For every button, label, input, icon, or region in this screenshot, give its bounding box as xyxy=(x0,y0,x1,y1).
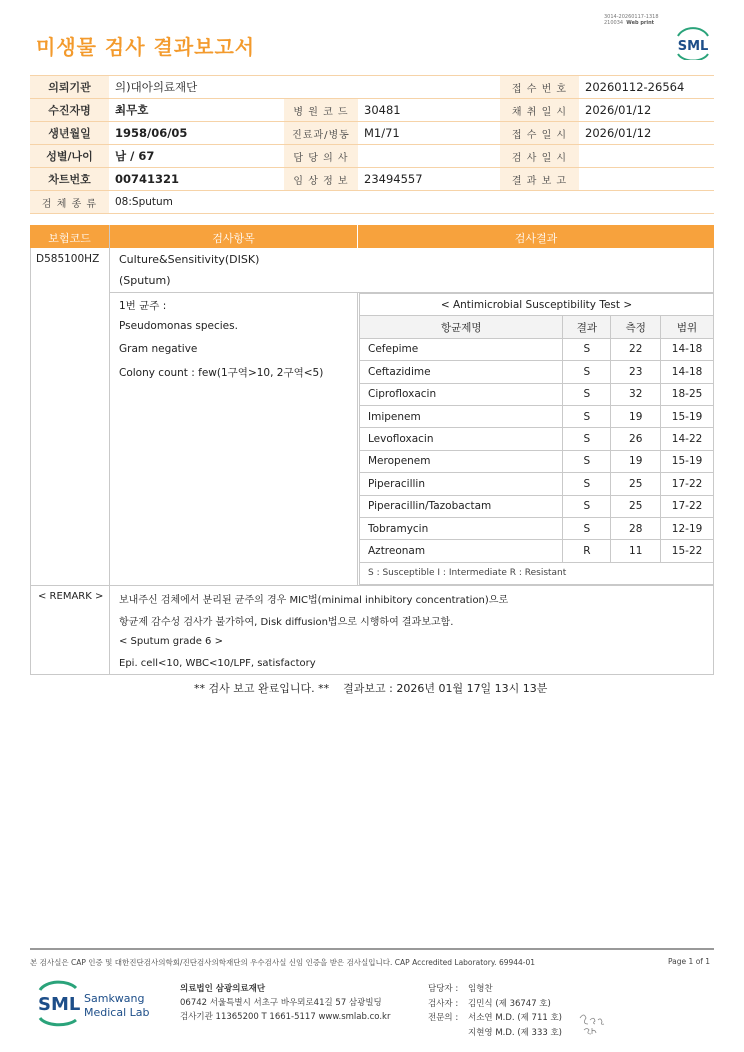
ast-drug: Piperacillin/Tazobactam xyxy=(360,495,563,517)
ast-drug: Piperacillin xyxy=(360,473,563,495)
info-label: 성별/나이 xyxy=(30,145,109,168)
remark-line3: < Sputum grade 6 > xyxy=(119,636,223,647)
ast-header-drug: 항균제명 xyxy=(360,316,563,338)
ast-range: 15-19 xyxy=(661,405,714,427)
test-specimen: (Sputum) xyxy=(119,274,171,287)
info-label: 병 원 코 드 xyxy=(284,99,358,122)
info-label: 접 수 번 호 xyxy=(500,76,579,99)
info-row xyxy=(30,168,714,191)
info-value: 남 / 67 xyxy=(109,145,284,168)
staff-name: 임형찬 xyxy=(468,984,493,994)
ast-result: S xyxy=(563,495,611,517)
logo-medical-lab: Medical Lab xyxy=(84,1006,150,1019)
org-block xyxy=(180,982,390,1024)
staff-role: 담당자 : xyxy=(428,984,459,994)
ast-range: 17-22 xyxy=(661,495,714,517)
info-label: 생년월일 xyxy=(30,122,109,145)
header-col2: 검사항목 xyxy=(212,232,255,245)
insurance-code: D585100HZ xyxy=(36,253,100,265)
ast-measure: 19 xyxy=(611,450,661,472)
organism-name: Pseudomonas species. xyxy=(119,320,238,332)
info-label: 결 과 보 고 xyxy=(500,168,579,191)
ast-result: S xyxy=(563,473,611,495)
ast-row xyxy=(360,405,714,427)
header-col1: 보험코드 xyxy=(48,232,91,245)
ast-measure: 28 xyxy=(611,517,661,539)
ast-drug: Ceftazidime xyxy=(360,361,563,383)
ast-measure: 32 xyxy=(611,383,661,405)
print-code xyxy=(604,14,659,26)
info-value: 23494557 xyxy=(358,168,500,191)
staff-name: 김민식 (제 36747 호) xyxy=(468,998,551,1009)
ast-result: S xyxy=(563,517,611,539)
org-contact: 검사기관 11365200 T 1661-5117 www.smlab.co.kr xyxy=(180,1012,391,1022)
info-value xyxy=(579,168,714,191)
info-label: 담 당 의 사 xyxy=(284,145,358,168)
report-complete xyxy=(194,680,547,696)
ast-range: 15-22 xyxy=(661,540,714,562)
info-label: 접 수 일 시 xyxy=(500,122,579,145)
ast-row xyxy=(360,428,714,450)
info-row xyxy=(30,191,714,214)
ast-header-measure: 측정 xyxy=(611,316,661,338)
staff-role: 검사자 : xyxy=(428,998,459,1009)
ast-drug: Meropenem xyxy=(360,450,563,472)
ast-range: 14-18 xyxy=(661,361,714,383)
ast-result: S xyxy=(563,361,611,383)
ast-measure: 23 xyxy=(611,361,661,383)
ast-title: < Antimicrobial Susceptibility Test > xyxy=(360,294,714,316)
ast-row xyxy=(360,517,714,539)
info-value: 최무호 xyxy=(109,99,284,122)
info-value: 2026/01/12 xyxy=(579,99,714,122)
print-code-line1: 3014-20260117-1318 xyxy=(604,14,659,20)
org-address: 06742 서울특별시 서초구 바우뫼로41길 57 삼광빌딩 xyxy=(180,998,382,1008)
sml-logo-text: SML xyxy=(677,39,709,54)
info-label: 의뢰기관 xyxy=(30,76,109,99)
ast-range: 18-25 xyxy=(661,383,714,405)
col-divider xyxy=(357,292,358,585)
ast-drug: Levofloxacin xyxy=(360,428,563,450)
info-row xyxy=(30,76,714,99)
print-label: Web print xyxy=(626,20,655,26)
ast-row xyxy=(360,495,714,517)
ast-row xyxy=(360,450,714,472)
ast-range: 14-18 xyxy=(661,338,714,360)
ast-row xyxy=(360,361,714,383)
info-label: 수진자명 xyxy=(30,99,109,122)
ast-measure: 22 xyxy=(611,338,661,360)
colony-count: Colony count : few(1구역>10, 2구역<5) xyxy=(119,367,324,379)
info-value: 2026/01/12 xyxy=(579,122,714,145)
signature xyxy=(578,1010,610,1038)
ast-measure: 11 xyxy=(611,540,661,562)
info-row xyxy=(30,99,714,122)
info-label: 차트번호 xyxy=(30,168,109,191)
staff-row xyxy=(428,1026,562,1041)
remark-label: < REMARK > xyxy=(38,591,104,602)
ast-drug: Imipenem xyxy=(360,405,563,427)
info-value xyxy=(579,145,714,168)
ast-measure: 19 xyxy=(611,405,661,427)
patient-info-table xyxy=(30,75,714,214)
ast-result: S xyxy=(563,338,611,360)
ast-range: 12-19 xyxy=(661,517,714,539)
ast-result: S xyxy=(563,428,611,450)
ast-result: R xyxy=(563,540,611,562)
footer-divider xyxy=(30,948,714,950)
ast-drug: Tobramycin xyxy=(360,517,563,539)
organism-label: 1번 균주 : xyxy=(119,300,167,312)
ast-result: S xyxy=(563,383,611,405)
ast-row xyxy=(360,338,714,360)
gram-stain: Gram negative xyxy=(119,343,198,355)
logo-sml: SML xyxy=(38,994,81,1015)
header-col3: 검사결과 xyxy=(514,232,558,245)
samkwang-logo xyxy=(36,978,156,1028)
ast-drug: Aztreonam xyxy=(360,540,563,562)
staff-name: 지현영 M.D. (제 333 호) xyxy=(468,1027,563,1038)
ast-row xyxy=(360,473,714,495)
ast-header-result: 결과 xyxy=(563,316,611,338)
info-row xyxy=(30,145,714,168)
staff-row xyxy=(428,1011,562,1026)
cert-text: 본 검사실은 CAP 인증 및 대한진단검사의학회/진단검사의학재단의 우수검사실 신임 인증을 받은 검사실입니다. CAP Accredited Laboratory. 69944-01 xyxy=(30,958,536,967)
info-label: 진료과/병동 xyxy=(284,122,358,145)
remark-line1: 보내주신 검체에서 분리된 균주의 경우 MIC법(minimal inhibitory concentration)으로 xyxy=(119,595,509,606)
info-label: 검 사 일 시 xyxy=(500,145,579,168)
ast-range: 17-22 xyxy=(661,473,714,495)
report-time: 결과보고 : 2026년 01월 17일 13시 13분 xyxy=(343,682,548,695)
ast-row xyxy=(360,540,714,562)
org-name: 의료법인 삼광의료재단 xyxy=(180,984,266,994)
ast-drug: Ciprofloxacin xyxy=(360,383,563,405)
info-value: 1958/06/05 xyxy=(109,122,284,145)
ast-measure: 25 xyxy=(611,495,661,517)
ast-legend: S : Susceptible I : Intermediate R : Resistant xyxy=(360,562,714,584)
staff-role: 전문의 : xyxy=(428,1013,459,1023)
ast-range: 15-19 xyxy=(661,450,714,472)
info-label: 채 취 일 시 xyxy=(500,99,579,122)
page-number: Page 1 of 1 xyxy=(668,957,711,966)
info-value: 08:Sputum xyxy=(109,191,714,214)
info-value: M1/71 xyxy=(358,122,500,145)
ast-measure: 26 xyxy=(611,428,661,450)
info-value: 30481 xyxy=(358,99,500,122)
complete-text: ** 검사 보고 완료입니다. ** xyxy=(194,682,330,695)
ast-drug: Cefepime xyxy=(360,338,563,360)
test-name: Culture&Sensitivity(DISK) xyxy=(119,253,260,266)
staff-row xyxy=(428,982,562,997)
logo-samkwang: Samkwang xyxy=(84,992,145,1005)
ast-body xyxy=(360,338,714,562)
staff-row xyxy=(428,997,562,1012)
ast-range: 14-22 xyxy=(661,428,714,450)
ast-table xyxy=(359,293,714,585)
info-row xyxy=(30,122,714,145)
info-value: 00741321 xyxy=(109,168,284,191)
remark-line4: Epi. cell<10, WBC<10/LPF, satisfactory xyxy=(119,658,316,669)
staff-block xyxy=(428,982,562,1040)
info-label: 검 체 종 류 xyxy=(30,191,109,214)
staff-name: 서소연 M.D. (제 711 호) xyxy=(468,1013,563,1023)
ast-row xyxy=(360,383,714,405)
print-code-line2: 210034 xyxy=(604,20,624,26)
remark-line2: 항균제 감수성 검사가 불가하여, Disk diffusion법으로 시행하여 결과보고함. xyxy=(119,617,454,628)
ast-result: S xyxy=(563,405,611,427)
info-label: 임 상 정 보 xyxy=(284,168,358,191)
ast-header-range: 범위 xyxy=(661,316,714,338)
ast-result: S xyxy=(563,450,611,472)
report-title: 미생물 검사 결과보고서 xyxy=(36,35,256,59)
info-value xyxy=(358,145,500,168)
row-divider xyxy=(30,585,714,586)
ast-measure: 25 xyxy=(611,473,661,495)
info-value: 20260112-26564 xyxy=(579,76,714,99)
info-value: 의)대아의료재단 xyxy=(109,76,500,99)
sml-logo xyxy=(672,24,714,60)
